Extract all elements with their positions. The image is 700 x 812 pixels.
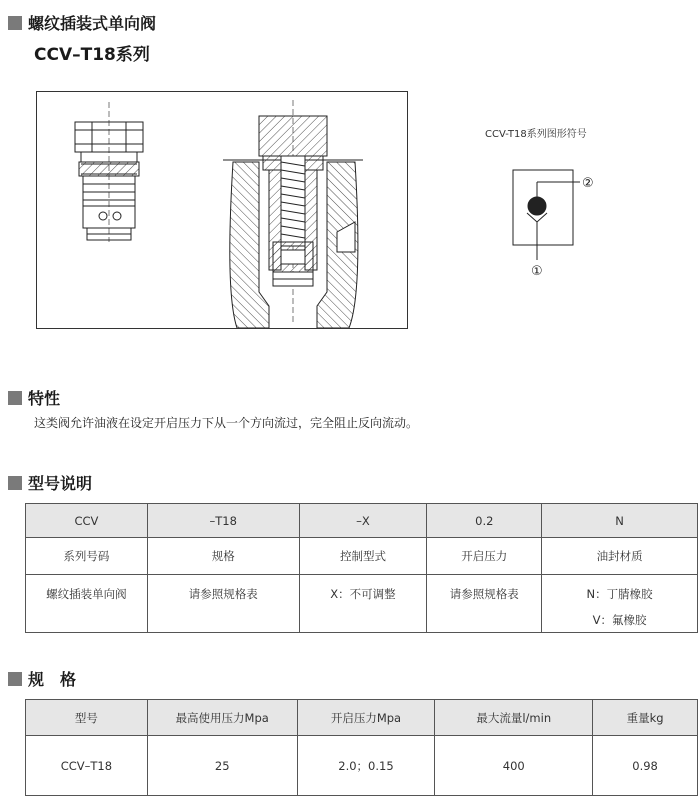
- table-cell: 系列号码: [26, 538, 148, 575]
- table-row: [26, 736, 698, 796]
- spec-header: [8, 667, 76, 690]
- section-marker: [8, 672, 22, 686]
- table-header-cell: 开启压力Mpa: [297, 700, 435, 736]
- section-marker: [8, 476, 22, 490]
- spec-title: 规 格: [28, 670, 77, 689]
- table-cell: 请参照规格表: [427, 575, 542, 633]
- table-row: [26, 538, 698, 575]
- seal-option: N：丁腈橡胶: [586, 587, 653, 601]
- seal-option: V：氟橡胶: [592, 613, 647, 627]
- section-marker: [8, 16, 22, 30]
- table-cell: 请参照规格表: [147, 575, 299, 633]
- symbol-ball: [528, 197, 546, 215]
- features-title: 特性: [28, 389, 61, 408]
- table-cell: X：不可调整: [299, 575, 427, 633]
- table-row: [26, 504, 698, 538]
- seal-options-cell: [542, 575, 698, 633]
- cartridge-cross-section: [223, 100, 363, 328]
- table-cell: 开启压力: [427, 538, 542, 575]
- table-cell: CCV–T18: [26, 736, 148, 796]
- table-cell: 油封材质: [542, 538, 698, 575]
- table-cell: 0.2: [427, 504, 542, 538]
- page-header: [8, 11, 156, 34]
- table-cell: –T18: [147, 504, 299, 538]
- table-cell: 2.0；0.15: [297, 736, 435, 796]
- svg-text:②: ②: [582, 176, 594, 191]
- check-valve-symbol: [500, 150, 610, 280]
- features-description: 这类阀允许油液在设定开启压力下从一个方向流过，完全阻止反向流动。: [34, 416, 419, 430]
- svg-text:①: ①: [531, 264, 543, 279]
- table-header-cell: 重量kg: [593, 700, 698, 736]
- table-cell: 400: [435, 736, 593, 796]
- symbol-caption: CCV-T18系列图形符号: [485, 129, 587, 140]
- table-cell: 控制型式: [299, 538, 427, 575]
- table-row: [26, 575, 698, 633]
- section-marker: [8, 391, 22, 405]
- table-cell: 0.98: [593, 736, 698, 796]
- table-cell: 规格: [147, 538, 299, 575]
- table-header-cell: 型号: [26, 700, 148, 736]
- table-header-cell: 最高使用压力Mpa: [147, 700, 297, 736]
- series-subtitle: CCV–T18系列: [34, 45, 150, 65]
- table-cell: 螺纹插装单向阀: [26, 575, 148, 633]
- table-cell: CCV: [26, 504, 148, 538]
- model-code-table: [25, 503, 698, 633]
- valve-drawing-frame: [36, 91, 408, 329]
- table-header-cell: 最大流量l/min: [435, 700, 593, 736]
- model-header: [8, 471, 92, 494]
- table-cell: N: [542, 504, 698, 538]
- features-header: [8, 386, 60, 409]
- table-row: [26, 700, 698, 736]
- cartridge-external-view: [75, 102, 143, 242]
- page-title: 螺纹插装式单向阀: [28, 14, 157, 33]
- spec-table: [25, 699, 698, 796]
- symbol-port-1: [531, 264, 543, 279]
- table-cell: 25: [147, 736, 297, 796]
- table-cell: –X: [299, 504, 427, 538]
- model-title: 型号说明: [28, 474, 93, 493]
- valve-cross-section-drawing: [37, 92, 407, 328]
- symbol-port-2: [582, 176, 594, 191]
